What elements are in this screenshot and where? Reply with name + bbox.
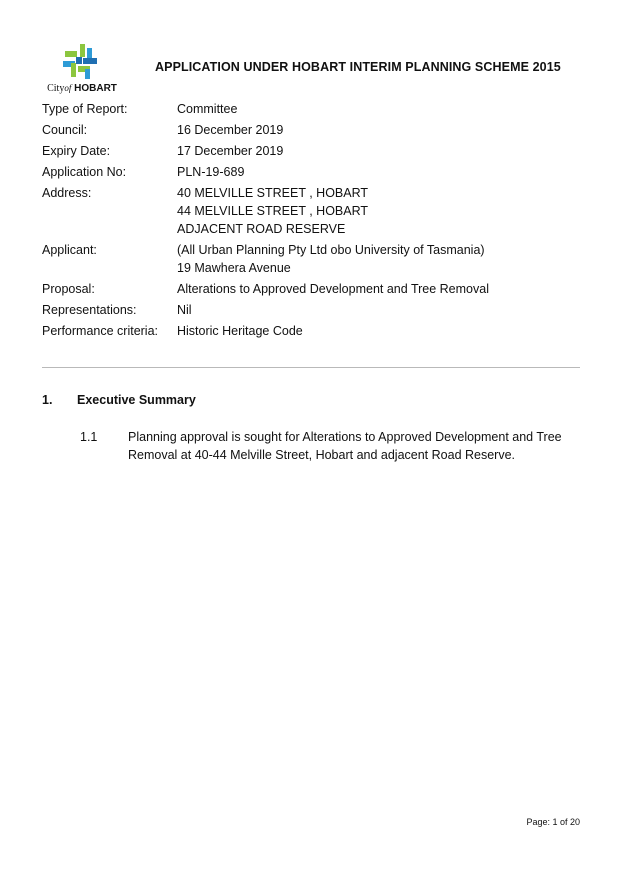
details-value-line: Nil [177,303,192,317]
details-value [177,163,582,181]
application-details-table [42,100,582,343]
city-of-hobart-logo [44,44,120,96]
details-value [177,184,582,238]
details-row-expiry-date [42,142,582,160]
section-title: Executive Summary [77,393,196,407]
details-row-council [42,121,582,139]
details-label: Address: [42,186,92,200]
section-number: 1. [42,393,53,407]
details-value-line: Alterations to Approved Development and Tree Removal [177,282,489,296]
details-row-proposal [42,280,582,298]
details-value [177,322,582,340]
details-value [177,301,582,319]
logo-wordmark [44,83,120,94]
section-heading [42,393,196,407]
details-value-line: 17 December 2019 [177,144,284,158]
details-value-line: ADJACENT ROAD RESERVE [177,222,346,236]
details-label: Application No: [42,165,127,179]
details-value [177,100,582,118]
section-divider [42,367,580,368]
details-row-application-no [42,163,582,181]
details-label: Applicant: [42,243,97,257]
details-label: Performance criteria: [42,324,159,338]
paragraph-text: Planning approval is sought for Alterations to Approved Development and Tree Removal at 40-44 Melville Street, Hobart and adjacent Road Reserve. [128,430,562,462]
details-row-address [42,184,582,238]
details-label: Expiry Date: [42,144,111,158]
logo-city-text: City [47,83,65,94]
details-label: Representations: [42,303,137,317]
details-row-applicant [42,241,582,277]
logo-hobart-text: HOBART [74,83,117,94]
details-value-line: Historic Heritage Code [177,324,303,338]
details-value-line: 44 MELVILLE STREET , HOBART [177,204,369,218]
details-row-type-of-report [42,100,582,118]
details-label: Proposal: [42,282,95,296]
details-row-representations [42,301,582,319]
details-label: Type of Report: [42,102,128,116]
details-value-line: 40 MELVILLE STREET , HOBART [177,186,369,200]
logo-of-text: of [64,83,72,93]
page-number: Page: 1 of 20 [526,817,580,827]
document-title: APPLICATION UNDER HOBART INTERIM PLANNING SCHEME 2015 [155,60,561,74]
details-value [177,280,582,298]
details-label: Council: [42,123,88,137]
details-value [177,142,582,160]
details-value-line: 19 Mawhera Avenue [177,261,291,275]
hobart-hash-logo-icon [61,44,101,80]
paragraph-number: 1.1 [80,430,98,444]
details-value-line: 16 December 2019 [177,123,284,137]
details-value [177,241,582,277]
details-value-line: Committee [177,102,238,116]
details-value-line: (All Urban Planning Pty Ltd obo University of Tasmania) [177,243,485,257]
details-value [177,121,582,139]
details-row-performance-criteria [42,322,582,340]
details-value-line: PLN-19-689 [177,165,245,179]
